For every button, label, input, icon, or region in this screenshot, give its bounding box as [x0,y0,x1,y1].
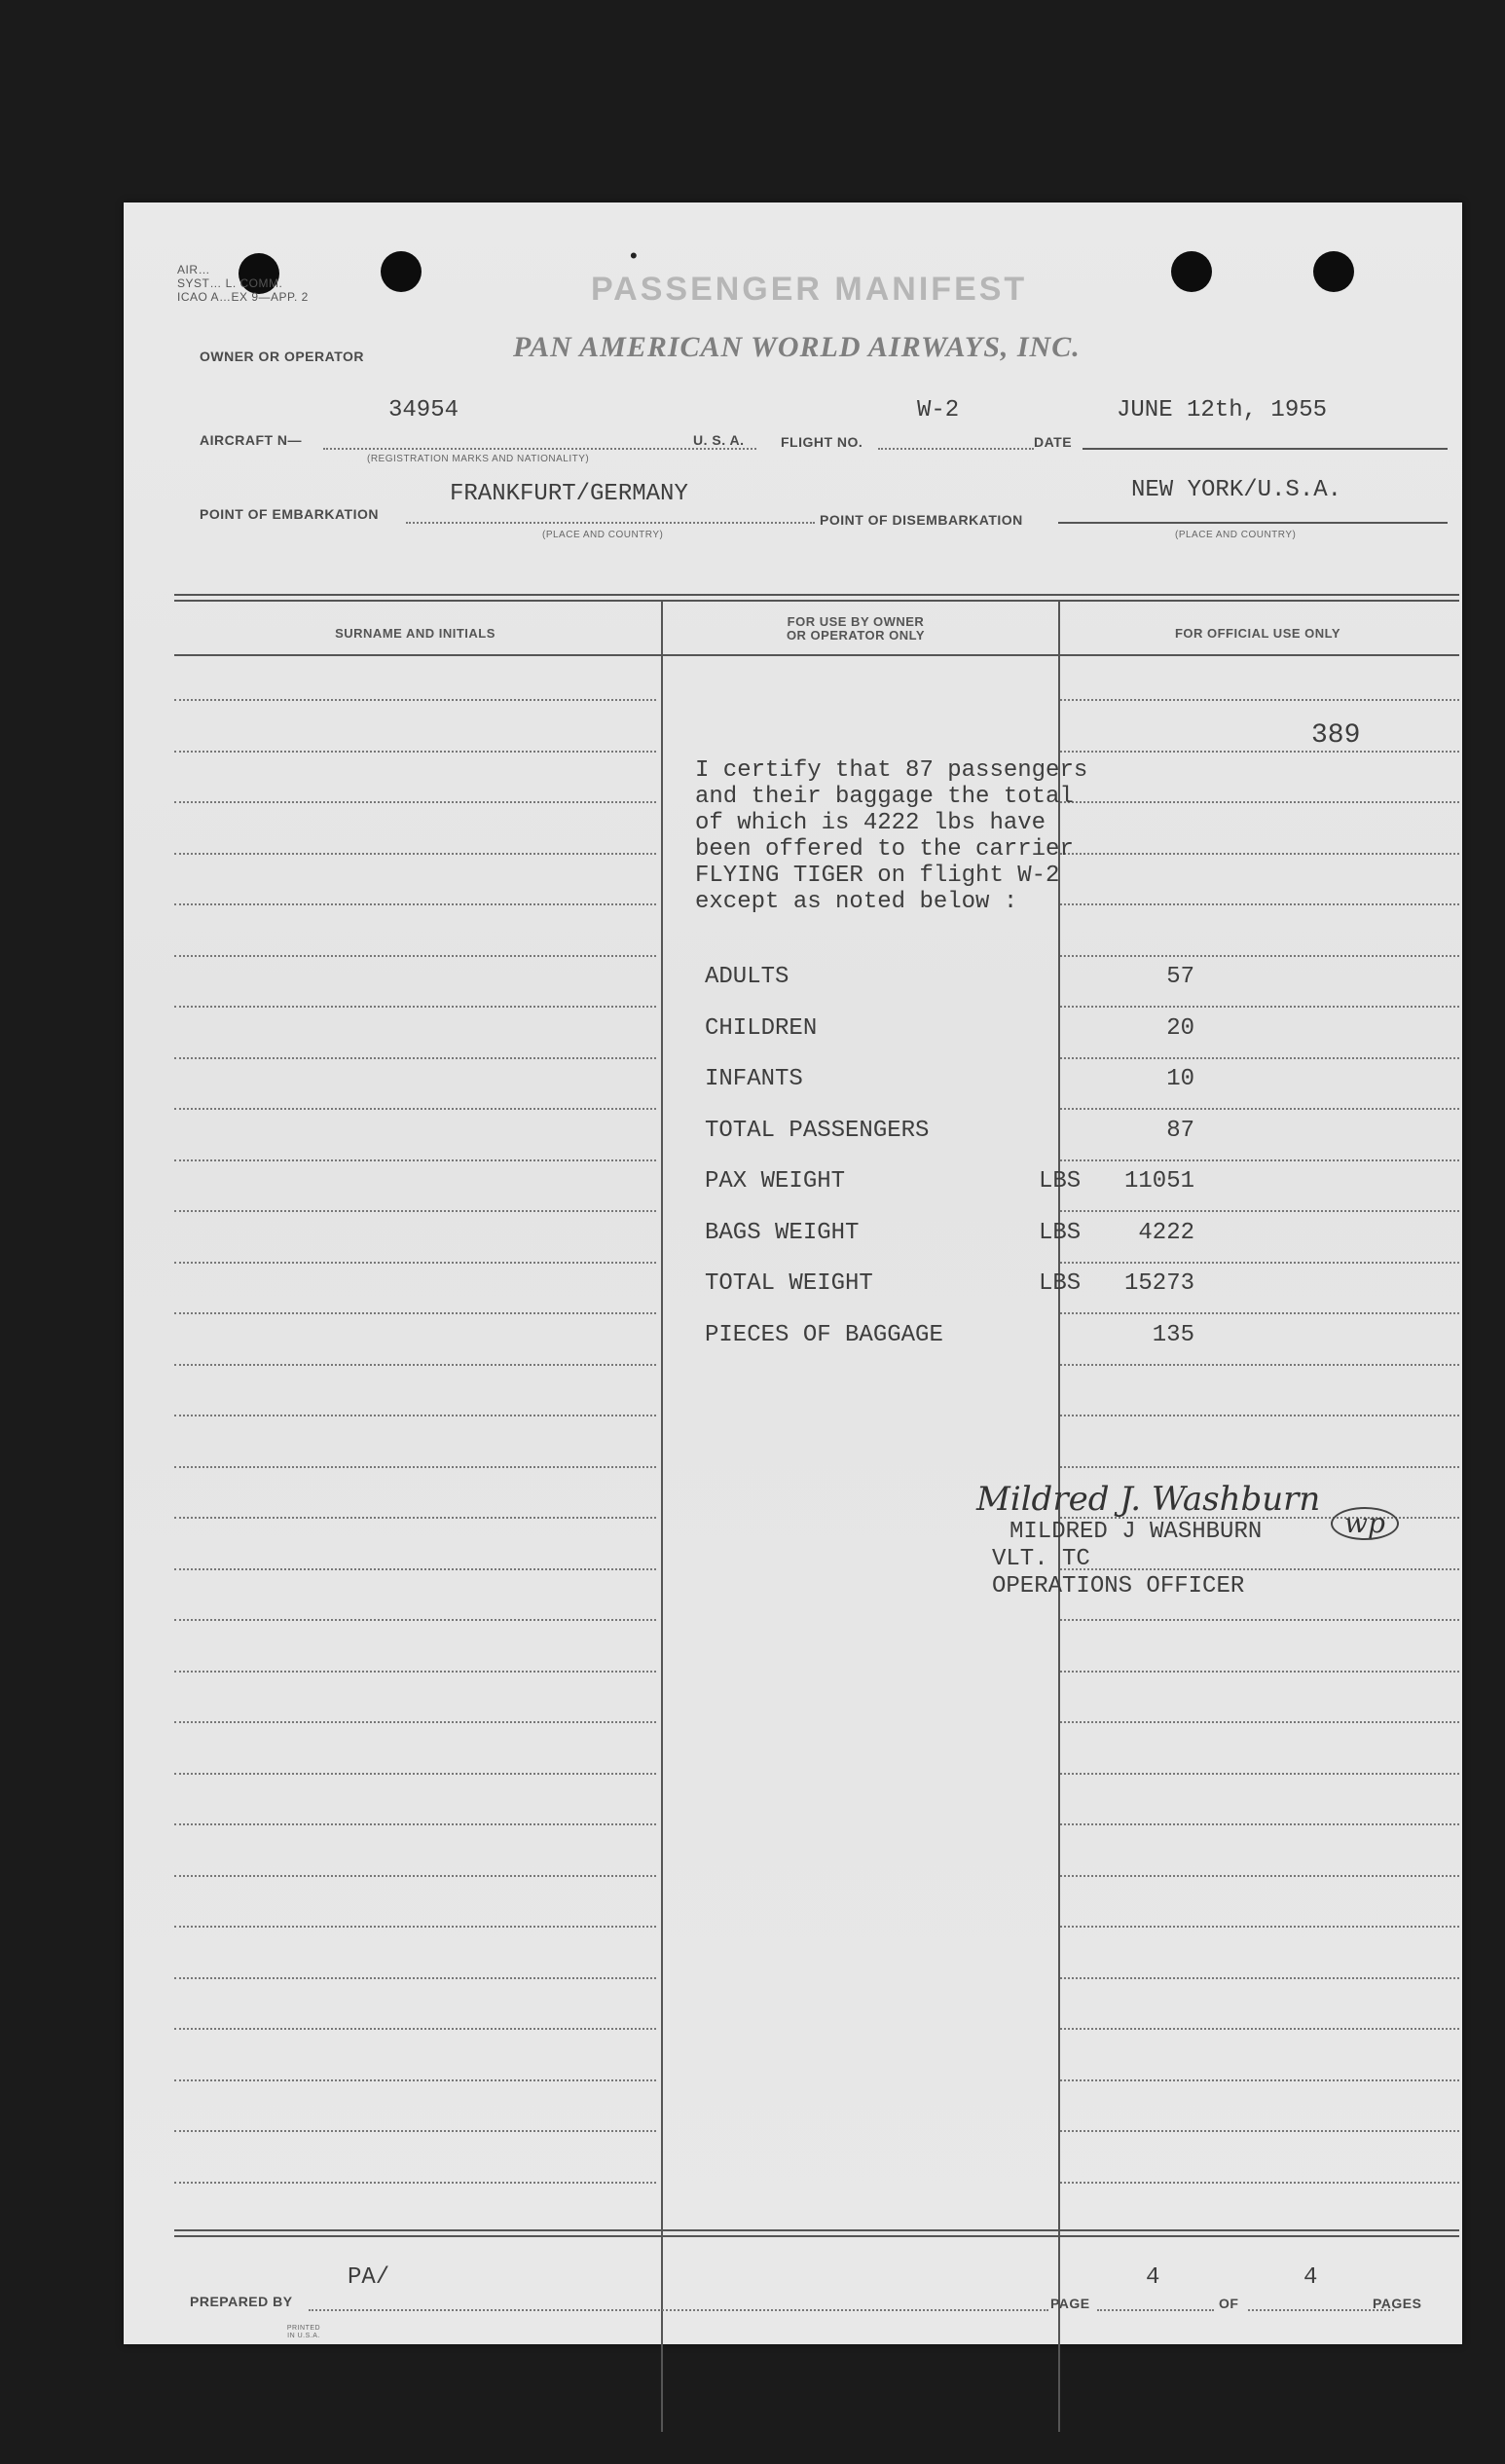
flight-line [878,448,1034,450]
column-owner-use [661,615,1050,643]
form-ref-line-2: SYST… L. COMM. [177,276,283,290]
manifest-page [124,202,1462,2344]
surname-row-line [174,1926,656,1928]
surname-row-line [174,1006,656,1008]
prepared-by-line [309,2309,1048,2311]
surname-row-line [174,903,656,905]
surname-row-line [174,2182,656,2184]
surname-row-line [174,1262,656,1264]
summary-value: 20 [1166,1015,1194,1042]
official-row-line [1060,1159,1459,1161]
surname-row-line [174,751,656,753]
surname-row-line [174,1823,656,1825]
summary-value: 11051 [1123,1168,1194,1195]
summary-unit: LBS [1039,1220,1082,1246]
surname-row-line [174,1312,656,1314]
summary-label: INFANTS [705,1066,803,1092]
official-row-line [1060,2028,1459,2030]
summary-label: PAX WEIGHT [705,1168,846,1195]
summary-unit: LBS [1039,1168,1082,1195]
printed-mark: PRINTED IN U.S.A. [286,2325,321,2339]
official-row-line [1060,1210,1459,1212]
surname-row-line [174,955,656,957]
signatory-title-2: OPERATIONS OFFICER [992,1573,1245,1600]
official-row-line [1060,1773,1459,1775]
official-number: 389 [1311,720,1361,751]
form-ref-line-1: AIR… [177,263,211,276]
certification-block [695,757,1087,915]
surname-row-line [174,2028,656,2030]
summary-label: ADULTS [705,964,789,990]
summary-label: TOTAL WEIGHT [705,1270,873,1297]
punch-hole-4 [1313,251,1354,292]
disembarkation-caption: (PLACE AND COUNTRY) [1175,530,1297,540]
form-ref-line-3: ICAO A…EX 9—APP. 2 [177,290,309,304]
official-row-line [1060,1619,1459,1621]
date-value: JUNE 12th, 1955 [1117,397,1328,423]
certification-line-2: and their baggage the total [695,784,1074,810]
official-row-line [1060,853,1459,855]
aircraft-caption: (REGISTRATION MARKS AND NATIONALITY) [367,454,590,464]
of-value: 4 [1303,2264,1318,2291]
usa-label: U. S. A. [693,432,745,448]
surname-row-line [174,699,656,701]
form-reference [177,263,309,304]
date-label: DATE [1034,434,1073,450]
official-row-line [1060,1057,1459,1059]
pages-label: PAGES [1373,2296,1422,2311]
embarkation-value: FRANKFURT/GERMANY [450,481,688,507]
header-rule-top-2 [174,600,1459,602]
official-row-line [1060,801,1459,803]
surname-row-line [174,1159,656,1161]
embarkation-line [406,522,815,524]
certification-line-1: I certify that 87 passengers [695,757,1088,784]
summary-unit: LBS [1039,1270,1082,1297]
form-title: PASSENGER MANIFEST [591,271,1028,308]
owner-label: OWNER OR OPERATOR [200,349,364,364]
prepared-by-label: PREPARED BY [190,2294,293,2309]
surname-row-line [174,1671,656,1673]
official-row-line [1060,1671,1459,1673]
official-row-line [1060,1721,1459,1723]
footer-rule-top-2 [174,2235,1459,2237]
page-value: 4 [1146,2264,1160,2291]
signature-initials: wp [1331,1507,1399,1540]
page-line [1097,2309,1214,2311]
operator-name: PAN AMERICAN WORLD AIRWAYS, INC. [513,331,1081,363]
signatory-title-1: VLT. TC [992,1546,1090,1572]
certification-line-3: of which is 4222 lbs have [695,810,1046,836]
aircraft-label: AIRCRAFT N— [200,432,303,448]
column-official: FOR OFFICIAL USE ONLY [1174,626,1341,641]
summary-value: 57 [1166,964,1194,990]
official-row-line [1060,1568,1459,1570]
official-row-line [1060,1312,1459,1314]
official-row-line [1060,1977,1459,1979]
surname-row-line [174,1466,656,1468]
official-row-line [1060,1926,1459,1928]
column-divider-1 [661,602,663,2432]
flight-value: W-2 [917,397,960,423]
surname-row-line [174,2079,656,2081]
flight-label: FLIGHT NO. [781,434,863,450]
official-row-line [1060,2182,1459,2184]
certification-line-5: FLYING TIGER on flight W-2 [695,863,1060,889]
summary-label: BAGS WEIGHT [705,1220,860,1246]
punch-hole-2 [381,251,422,292]
official-row-line [1060,1108,1459,1110]
footer-rule-top [174,2229,1459,2231]
disembarkation-value: NEW YORK/U.S.A. [1131,477,1342,503]
certification-line-4: been offered to the carrier [695,836,1074,863]
prepared-by-value: PA/ [348,2264,390,2291]
header-rule-bottom [174,654,1459,656]
official-row-line [1060,1415,1459,1416]
surname-row-line [174,1210,656,1212]
surname-row-line [174,1977,656,1979]
official-row-line [1060,751,1459,753]
surname-row-line [174,1721,656,1723]
surname-row-line [174,2130,656,2132]
surname-row-line [174,1517,656,1519]
summary-value: 135 [1152,1322,1194,1348]
of-label: OF [1219,2296,1239,2311]
official-row-line [1060,903,1459,905]
surname-row-line [174,1108,656,1110]
official-row-line [1060,2079,1459,2081]
disembarkation-label: POINT OF DISEMBARKATION [820,512,1023,528]
embarkation-caption: (PLACE AND COUNTRY) [542,530,664,540]
official-row-line [1060,2130,1459,2132]
column-owner-use-line-1: FOR USE BY OWNER [787,614,925,629]
surname-row-line [174,801,656,803]
summary-value: 87 [1166,1118,1194,1144]
header-rule-top [174,594,1459,596]
summary-label: PIECES OF BAGGAGE [705,1322,943,1348]
official-row-line [1060,1006,1459,1008]
certification-line-6: except as noted below : [695,889,1018,915]
date-line [1083,448,1448,450]
column-owner-use-line-2: OR OPERATOR ONLY [786,628,926,643]
column-surname: SURNAME AND INITIALS [335,626,496,641]
surname-row-line [174,1619,656,1621]
summary-value: 4222 [1138,1220,1194,1246]
aircraft-line [323,448,756,450]
surname-row-line [174,853,656,855]
signatory-name: MILDRED J WASHBURN [1009,1519,1263,1545]
summary-value: 10 [1166,1066,1194,1092]
summary-value: 15273 [1123,1270,1194,1297]
summary-label: CHILDREN [705,1015,818,1042]
surname-row-line [174,1415,656,1416]
surname-row-line [174,1364,656,1366]
stray-mark: • [630,243,638,268]
official-row-line [1060,699,1459,701]
official-row-line [1060,955,1459,957]
surname-row-line [174,1057,656,1059]
page-label: PAGE [1050,2296,1090,2311]
handwritten-signature: Mildred J. Washburn [976,1480,1321,1519]
official-row-line [1060,1466,1459,1468]
official-row-line [1060,1823,1459,1825]
punch-hole-3 [1171,251,1212,292]
official-row-line [1060,1262,1459,1264]
disembarkation-line [1058,522,1448,524]
surname-row-line [174,1568,656,1570]
surname-row-line [174,1875,656,1877]
summary-label: TOTAL PASSENGERS [705,1118,930,1144]
official-row-line [1060,1364,1459,1366]
surname-row-line [174,1773,656,1775]
official-row-line [1060,1875,1459,1877]
embarkation-label: POINT OF EMBARKATION [200,506,379,522]
aircraft-value: 34954 [388,397,459,423]
